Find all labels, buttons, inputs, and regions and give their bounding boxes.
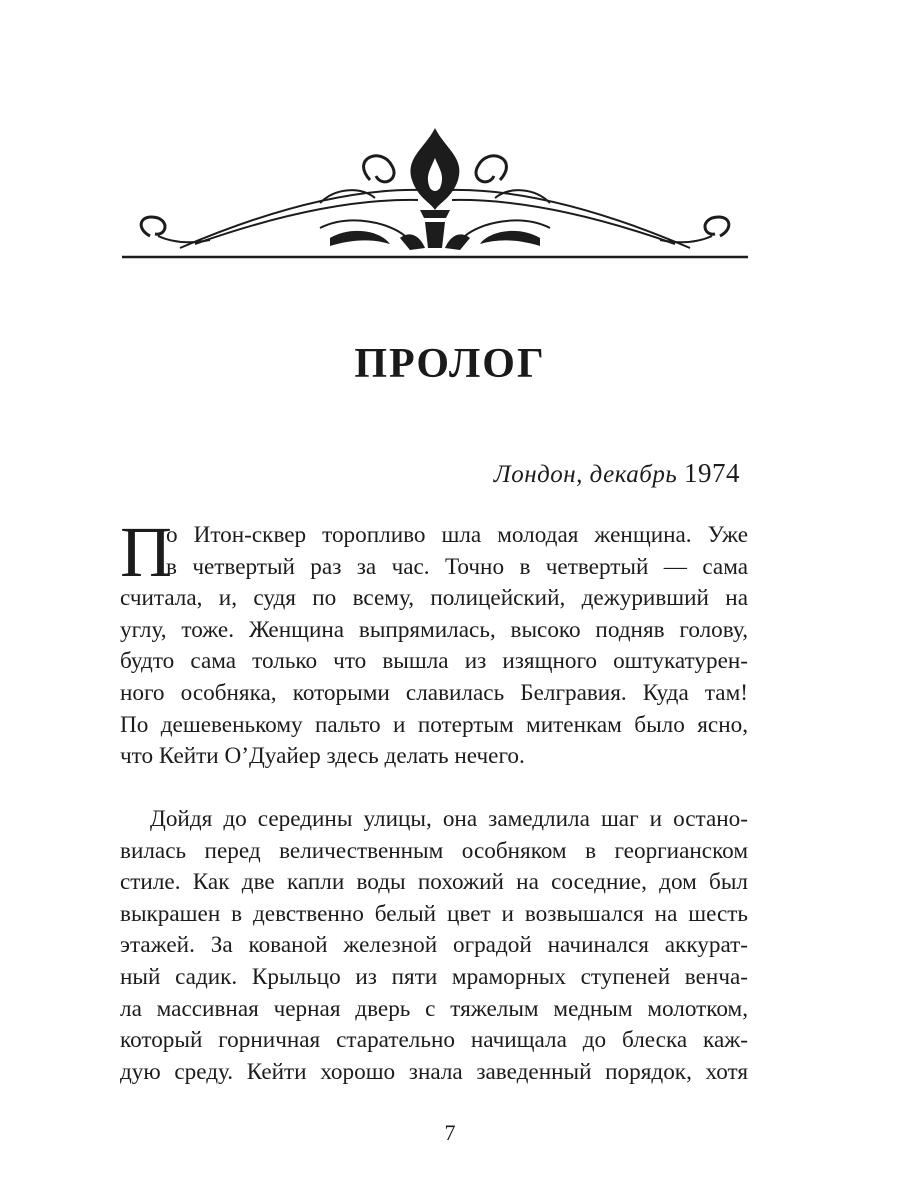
paragraph-line: ла массивная черная дверь с тяжелым медным молотком,: [120, 995, 748, 1022]
paragraph-2: [120, 804, 748, 1088]
paragraph-line: углу, тоже. Женщина выпрямилась, высоко подняв голову,: [120, 616, 748, 643]
paragraph-line: ный садик. Крыльцо из пяти мраморных ступеней венча-: [120, 963, 748, 990]
paragraph-line: вилась перед величественным особняком в георгианском: [120, 837, 748, 864]
paragraph-line: По дешевенькому пальто и потертым митенкам было ясно,: [120, 711, 748, 738]
paragraph-line: этажей. За кованой железной оградой начинался аккурат-: [120, 932, 748, 959]
page-number: 7: [444, 1120, 456, 1145]
paragraph-line: будто сама только что вышла из изящного оштукатурен-: [120, 648, 748, 675]
paragraph-line: выкрашен в девственно белый цвет и возвышался на шесть: [120, 900, 748, 927]
paragraph-line: считала, и, судя по всему, полицейский, дежуривший на: [120, 585, 748, 612]
paragraph-line: который горничная старательно начищала до блеска каж-: [120, 1027, 748, 1054]
year-text: 1974: [684, 458, 740, 488]
paragraph-line: Дойдя до середины улицы, она замедлила шаг и остано-: [150, 806, 748, 832]
ornament-flourish-icon: [120, 118, 750, 263]
place-text: Лондон, декабрь: [493, 461, 678, 488]
place-date-line: [494, 458, 740, 489]
chapter-title: ПРОЛОГ: [354, 341, 546, 387]
paragraph-line: в четвертый раз за час. Точно в четвертый — сама: [166, 553, 748, 580]
paragraph-line: что Кейти О’Дуайер здесь делать нечего.: [120, 743, 525, 770]
paragraph-line: стиле. Как две капли воды похожий на соседние, дом был: [120, 869, 748, 896]
paragraph-line: о Итон-сквер торопливо шла молодая женщина. Уже: [166, 522, 748, 548]
decorative-ornament-header: [120, 118, 750, 263]
paragraph-1: [120, 512, 748, 773]
paragraph-line: дую среду. Кейти хорошо знала заведенный порядок, хотя: [120, 1058, 748, 1085]
drop-cap-letter: П: [120, 512, 172, 592]
paragraph-line: ного особняка, которыми славилась Белгравия. Куда там!: [120, 679, 748, 706]
